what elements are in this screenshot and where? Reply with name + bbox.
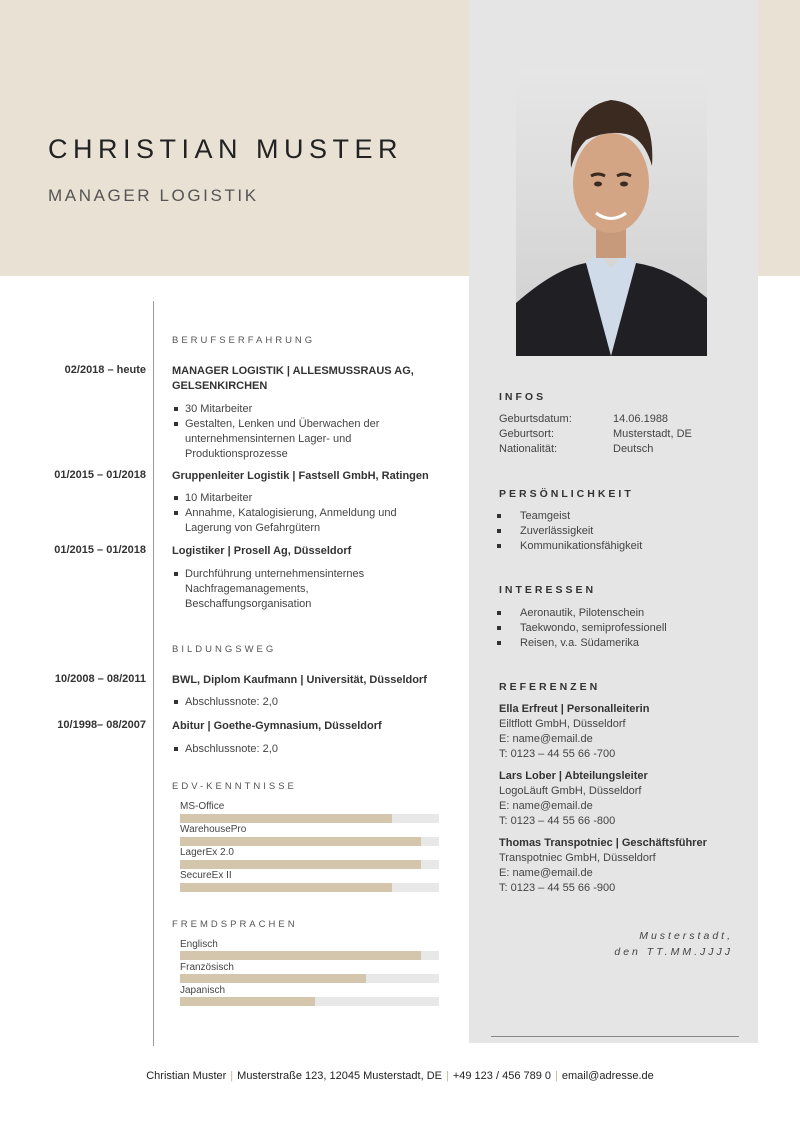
reference-entry [499, 836, 707, 896]
profile-photo-illustration [516, 68, 707, 356]
info-label: Geburtsort: [499, 428, 555, 440]
skill-bar-track [180, 837, 439, 846]
skill-bar-fill [180, 860, 421, 869]
experience-title: Gruppenleiter Logistik | Fastsell GmbH, Ratingen [172, 470, 429, 482]
personality-list [497, 509, 642, 554]
reference-entry [499, 702, 649, 762]
list-item: Abschlussnote: 2,0 [172, 742, 437, 757]
signature-line [491, 1036, 739, 1037]
skill-bar-fill [180, 837, 421, 846]
candidate-name: CHRISTIAN MUSTER [48, 134, 404, 164]
skill-bar-track [180, 883, 439, 892]
experience-date: 01/2015 – 01/2018 [54, 544, 146, 556]
footer-email[interactable]: email@adresse.de [561, 1070, 654, 1082]
signature-place-date [560, 928, 733, 960]
footer-separator: | [445, 1070, 449, 1082]
footer-name: Christian Muster [146, 1070, 227, 1082]
reference-name: Thomas Transpotniec | Geschäftsführer [499, 837, 707, 849]
language-label: Französisch [180, 962, 234, 973]
list-item: 30 Mitarbeiter [172, 402, 437, 417]
education-bullets [172, 742, 437, 757]
skill-label: SecureEx II [180, 870, 232, 881]
languages-heading: FREMDSPRACHEN [172, 919, 298, 930]
signature-place: Musterstadt, [639, 930, 733, 942]
reference-email[interactable]: E: name@email.de [499, 800, 593, 812]
language-bar-track [180, 997, 439, 1006]
experience-bullets [172, 567, 437, 612]
education-date: 10/1998– 08/2007 [57, 719, 146, 731]
education-title: Abitur | Goethe-Gymnasium, Düsseldorf [172, 720, 382, 732]
list-item: Reisen, v.a. Südamerika [497, 636, 667, 651]
reference-email[interactable]: E: name@email.de [499, 867, 593, 879]
skill-bar-track [180, 814, 439, 823]
reference-name: Lars Lober | Abteilungsleiter [499, 770, 648, 782]
skill-label: WarehousePro [180, 824, 247, 835]
language-bar-track [180, 951, 439, 960]
info-label: Geburtsdatum: [499, 413, 572, 425]
info-label: Nationalität: [499, 443, 558, 455]
language-bar-fill [180, 974, 366, 983]
language-bar-fill [180, 951, 421, 960]
it-skills-heading: EDV-KENNTNISSE [172, 781, 297, 792]
list-item: Kommunikationsfähigkeit [497, 539, 642, 554]
footer-separator: | [555, 1070, 558, 1082]
language-label: Englisch [180, 939, 218, 950]
reference-phone: T: 0123 – 44 55 66 -800 [499, 815, 616, 827]
experience-bullets [172, 491, 437, 536]
info-value: Musterstadt, DE [613, 428, 692, 440]
list-item: Teamgeist [497, 509, 642, 524]
reference-company: Transpotniec GmbH, Düsseldorf [499, 852, 656, 864]
skill-bar-fill [180, 883, 392, 892]
experience-bullets [172, 402, 437, 462]
list-item: 10 Mitarbeiter [172, 491, 437, 506]
reference-phone: T: 0123 – 44 55 66 -900 [499, 882, 616, 894]
experience-heading: BERUFSERFAHRUNG [172, 335, 316, 346]
education-heading: BILDUNGSWEG [172, 644, 277, 655]
list-item: Gestalten, Lenken und Überwachen der unternehmensinternen Lager- und Produktionsprozesse [172, 417, 437, 462]
info-value: Deutsch [613, 443, 654, 455]
footer-phone[interactable]: +49 123 / 456 789 0 [452, 1070, 552, 1082]
skill-label: LagerEx 2.0 [180, 847, 234, 858]
reference-email[interactable]: E: name@email.de [499, 733, 593, 745]
signature-date: den TT.MM.JJJJ [614, 946, 733, 958]
reference-company: Eiltflott GmbH, Düsseldorf [499, 718, 626, 730]
language-bar-track [180, 974, 439, 983]
info-value: 14.06.1988 [613, 413, 669, 425]
footer-separator: | [230, 1070, 234, 1082]
experience-title: Logistiker | Prosell Ag, Düsseldorf [172, 545, 352, 557]
experience-date: 01/2015 – 01/2018 [54, 469, 146, 481]
reference-entry [499, 769, 648, 829]
interests-list [497, 606, 667, 651]
references-heading: REFERENZEN [499, 681, 601, 693]
list-item: Taekwondo, semiprofessionell [497, 621, 667, 636]
reference-company: LogoLäuft GmbH, Düsseldorf [499, 785, 642, 797]
education-title: BWL, Diplom Kaufmann | Universität, Düsseldorf [172, 674, 427, 686]
list-item: Durchführung unternehmensinternes Nachfragemanagements, Beschaffungsorganisation [172, 567, 437, 612]
experience-title: MANAGER LOGISTIK | ALLESMUSSRAUS AG, GELSENKIRCHEN [172, 365, 414, 392]
list-item: Zuverlässigkeit [497, 524, 642, 539]
experience-date: 02/2018 – heute [64, 364, 146, 376]
language-bar-fill [180, 997, 315, 1006]
footer-contact [0, 1070, 800, 1082]
skill-label: MS-Office [180, 801, 225, 812]
education-date: 10/2008 – 08/2011 [54, 673, 146, 685]
language-label: Japanisch [180, 985, 226, 996]
education-bullets [172, 695, 437, 710]
reference-phone: T: 0123 – 44 55 66 -700 [499, 748, 616, 760]
infos-heading: INFOS [499, 391, 547, 403]
skill-bar-track [180, 860, 439, 869]
list-item: Annahme, Katalogisierung, Anmeldung und Lagerung von Gefahrgütern [172, 506, 437, 536]
interests-heading: INTERESSEN [499, 584, 597, 596]
personality-heading: PERSÖNLICHKEIT [499, 488, 634, 500]
candidate-title: MANAGER LOGISTIK [48, 186, 259, 205]
skill-bar-fill [180, 814, 392, 823]
list-item: Abschlussnote: 2,0 [172, 695, 437, 710]
timeline-divider [153, 301, 154, 1046]
list-item: Aeronautik, Pilotenschein [497, 606, 667, 621]
profile-photo [516, 68, 707, 356]
footer-address: Musterstraße 123, 12045 Musterstadt, DE [237, 1070, 442, 1082]
reference-name: Ella Erfreut | Personalleiterin [499, 703, 650, 715]
